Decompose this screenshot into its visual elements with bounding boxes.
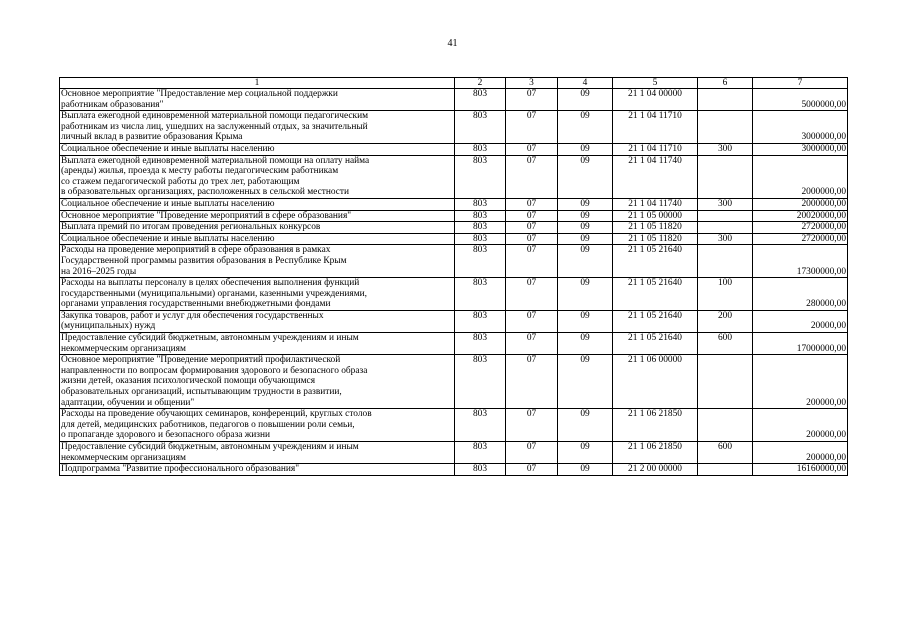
- row-subsection-code: 09: [558, 464, 613, 476]
- header-col-6: 6: [698, 78, 753, 89]
- row-ministry-code: 803: [455, 333, 506, 355]
- row-amount: 200000,00: [753, 409, 848, 442]
- row-name-cell: Закупка товаров, работ и услуг для обеспечения государственных (муниципальных) нужд: [60, 310, 455, 332]
- row-ministry-code: 803: [455, 442, 506, 464]
- row-amount: 200000,00: [753, 355, 848, 409]
- header-col-2: 2: [455, 78, 506, 89]
- row-section-code: 07: [506, 409, 558, 442]
- row-expense-type-code: 200: [698, 310, 753, 332]
- row-target-code: 21 1 05 21640: [613, 310, 698, 332]
- row-ministry-code: 803: [455, 355, 506, 409]
- row-section-code: 07: [506, 198, 558, 210]
- row-section-code: 07: [506, 310, 558, 332]
- row-name-cell: Основное мероприятие "Проведение мероприятий профилактической направленности по вопросам формирования здорового и безопасного образа жизни детей, оказания психологической помощи обучающимся образовательных организаций, испытывающим трудности в развитии, адаптации, обучении и общении": [60, 355, 455, 409]
- row-ministry-code: 803: [455, 233, 506, 245]
- row-name-cell: Предоставление субсидий бюджетным, автономным учреждениям и иным некоммерческим организациям: [60, 333, 455, 355]
- row-target-code: 21 1 05 00000: [613, 210, 698, 222]
- row-amount: 2000000,00: [753, 155, 848, 198]
- table-row: [60, 310, 848, 332]
- row-name-cell: Подпрограмма "Развитие профессионального образования": [60, 464, 455, 476]
- row-section-code: 07: [506, 278, 558, 311]
- row-amount: 5000000,00: [753, 89, 848, 111]
- table-row: [60, 409, 848, 442]
- table-row: [60, 245, 848, 278]
- row-subsection-code: 09: [558, 155, 613, 198]
- row-name-cell: Основное мероприятие "Проведение мероприятий в сфере образования": [60, 210, 455, 222]
- row-amount: 280000,00: [753, 278, 848, 311]
- table-row: [60, 210, 848, 222]
- table-header-row: [60, 78, 848, 89]
- row-name-cell: Выплата премий по итогам проведения региональных конкурсов: [60, 222, 455, 234]
- budget-table: [59, 77, 848, 476]
- row-section-code: 07: [506, 222, 558, 234]
- row-target-code: 21 1 06 21850: [613, 442, 698, 464]
- row-expense-type-code: 600: [698, 333, 753, 355]
- row-expense-type-code: [698, 155, 753, 198]
- row-subsection-code: 09: [558, 89, 613, 111]
- row-subsection-code: 09: [558, 278, 613, 311]
- row-subsection-code: 09: [558, 333, 613, 355]
- row-name-cell: Расходы на проведение мероприятий в сфере образования в рамках Государственной программы развития образования в Республике Крым на 2016–2025 годы: [60, 245, 455, 278]
- row-section-code: 07: [506, 143, 558, 155]
- table-row: [60, 198, 848, 210]
- row-target-code: 21 1 04 00000: [613, 89, 698, 111]
- row-amount: 20020000,00: [753, 210, 848, 222]
- row-amount: 3000000,00: [753, 143, 848, 155]
- page-number: 41: [447, 38, 458, 49]
- row-ministry-code: 803: [455, 245, 506, 278]
- row-subsection-code: 09: [558, 310, 613, 332]
- row-subsection-code: 09: [558, 245, 613, 278]
- row-target-code: 21 1 05 11820: [613, 222, 698, 234]
- row-name-cell: Выплата ежегодной единовременной материальной помощи педагогическим работникам из числа лиц, ушедших на заслуженный отдых, за значительный личный вклад в развитие образования Крыма: [60, 111, 455, 144]
- row-ministry-code: 803: [455, 464, 506, 476]
- row-subsection-code: 09: [558, 198, 613, 210]
- row-target-code: 21 1 06 00000: [613, 355, 698, 409]
- row-amount: 200000,00: [753, 442, 848, 464]
- header-col-4: 4: [558, 78, 613, 89]
- row-subsection-code: 09: [558, 409, 613, 442]
- row-subsection-code: 09: [558, 111, 613, 144]
- table-row: [60, 464, 848, 476]
- row-target-code: 21 1 04 11710: [613, 111, 698, 144]
- row-ministry-code: 803: [455, 222, 506, 234]
- row-section-code: 07: [506, 355, 558, 409]
- row-amount: 2720000,00: [753, 233, 848, 245]
- row-subsection-code: 09: [558, 233, 613, 245]
- row-expense-type-code: 100: [698, 278, 753, 311]
- table-row: [60, 442, 848, 464]
- table-row: [60, 278, 848, 311]
- row-expense-type-code: [698, 355, 753, 409]
- table-row: [60, 222, 848, 234]
- row-name-cell: Социальное обеспечение и иные выплаты населению: [60, 143, 455, 155]
- row-ministry-code: 803: [455, 278, 506, 311]
- row-section-code: 07: [506, 442, 558, 464]
- row-amount: 3000000,00: [753, 111, 848, 144]
- row-subsection-code: 09: [558, 210, 613, 222]
- header-col-5: 5: [613, 78, 698, 89]
- row-section-code: 07: [506, 210, 558, 222]
- row-ministry-code: 803: [455, 210, 506, 222]
- row-section-code: 07: [506, 464, 558, 476]
- row-ministry-code: 803: [455, 89, 506, 111]
- row-name-cell: Расходы на выплаты персоналу в целях обеспечения выполнения функций государственными (муниципальными) органами, казенными учреждениями, органами управления государственными внебюджетными фондами: [60, 278, 455, 311]
- row-section-code: 07: [506, 155, 558, 198]
- row-expense-type-code: [698, 245, 753, 278]
- row-target-code: 21 1 06 21850: [613, 409, 698, 442]
- row-subsection-code: 09: [558, 442, 613, 464]
- row-expense-type-code: [698, 89, 753, 111]
- header-col-1: 1: [60, 78, 455, 89]
- table-row: [60, 355, 848, 409]
- row-expense-type-code: 600: [698, 442, 753, 464]
- row-amount: 2720000,00: [753, 222, 848, 234]
- row-target-code: 21 1 04 11740: [613, 198, 698, 210]
- table-body: [60, 89, 848, 476]
- row-amount: 20000,00: [753, 310, 848, 332]
- row-ministry-code: 803: [455, 155, 506, 198]
- row-name-cell: Расходы на проведение обучающих семинаров, конференций, круглых столов для детей, медицинских работников, педагогов о повышении роли семьи, о пропаганде здорового и безопасного образа жизни: [60, 409, 455, 442]
- header-col-3: 3: [506, 78, 558, 89]
- row-ministry-code: 803: [455, 409, 506, 442]
- table-row: [60, 233, 848, 245]
- row-name-cell: Предоставление субсидий бюджетным, автономным учреждениям и иным некоммерческим организациям: [60, 442, 455, 464]
- row-expense-type-code: 300: [698, 143, 753, 155]
- row-target-code: 21 2 00 00000: [613, 464, 698, 476]
- row-ministry-code: 803: [455, 111, 506, 144]
- row-target-code: 21 1 04 11740: [613, 155, 698, 198]
- row-expense-type-code: 300: [698, 198, 753, 210]
- row-amount: 16160000,00: [753, 464, 848, 476]
- row-name-cell: Социальное обеспечение и иные выплаты населению: [60, 198, 455, 210]
- row-amount: 17300000,00: [753, 245, 848, 278]
- table-row: [60, 89, 848, 111]
- row-amount: 17000000,00: [753, 333, 848, 355]
- row-name-cell: Выплата ежегодной единовременной материальной помощи на оплату найма (аренды) жилья, проезда к месту работы педагогическим работникам со стажем педагогической работы до трех лет, работающим в образовательных организациях, расположенных в сельской местности: [60, 155, 455, 198]
- row-expense-type-code: [698, 464, 753, 476]
- row-expense-type-code: [698, 409, 753, 442]
- table-row: [60, 143, 848, 155]
- row-ministry-code: 803: [455, 310, 506, 332]
- row-amount: 2000000,00: [753, 198, 848, 210]
- row-section-code: 07: [506, 245, 558, 278]
- row-expense-type-code: [698, 111, 753, 144]
- row-target-code: 21 1 05 21640: [613, 278, 698, 311]
- row-section-code: 07: [506, 333, 558, 355]
- row-target-code: 21 1 05 11820: [613, 233, 698, 245]
- row-target-code: 21 1 05 21640: [613, 245, 698, 278]
- table-row: [60, 155, 848, 198]
- row-section-code: 07: [506, 111, 558, 144]
- row-expense-type-code: 300: [698, 233, 753, 245]
- row-subsection-code: 09: [558, 355, 613, 409]
- row-subsection-code: 09: [558, 222, 613, 234]
- row-target-code: 21 1 05 21640: [613, 333, 698, 355]
- row-name-cell: Основное мероприятие "Предоставление мер социальной поддержки работникам образования": [60, 89, 455, 111]
- row-ministry-code: 803: [455, 198, 506, 210]
- header-col-7: 7: [753, 78, 848, 89]
- row-ministry-code: 803: [455, 143, 506, 155]
- row-expense-type-code: [698, 210, 753, 222]
- table-row: [60, 333, 848, 355]
- row-name-cell: Социальное обеспечение и иные выплаты населению: [60, 233, 455, 245]
- table-row: [60, 111, 848, 144]
- row-section-code: 07: [506, 89, 558, 111]
- row-section-code: 07: [506, 233, 558, 245]
- row-subsection-code: 09: [558, 143, 613, 155]
- row-expense-type-code: [698, 222, 753, 234]
- row-target-code: 21 1 04 11710: [613, 143, 698, 155]
